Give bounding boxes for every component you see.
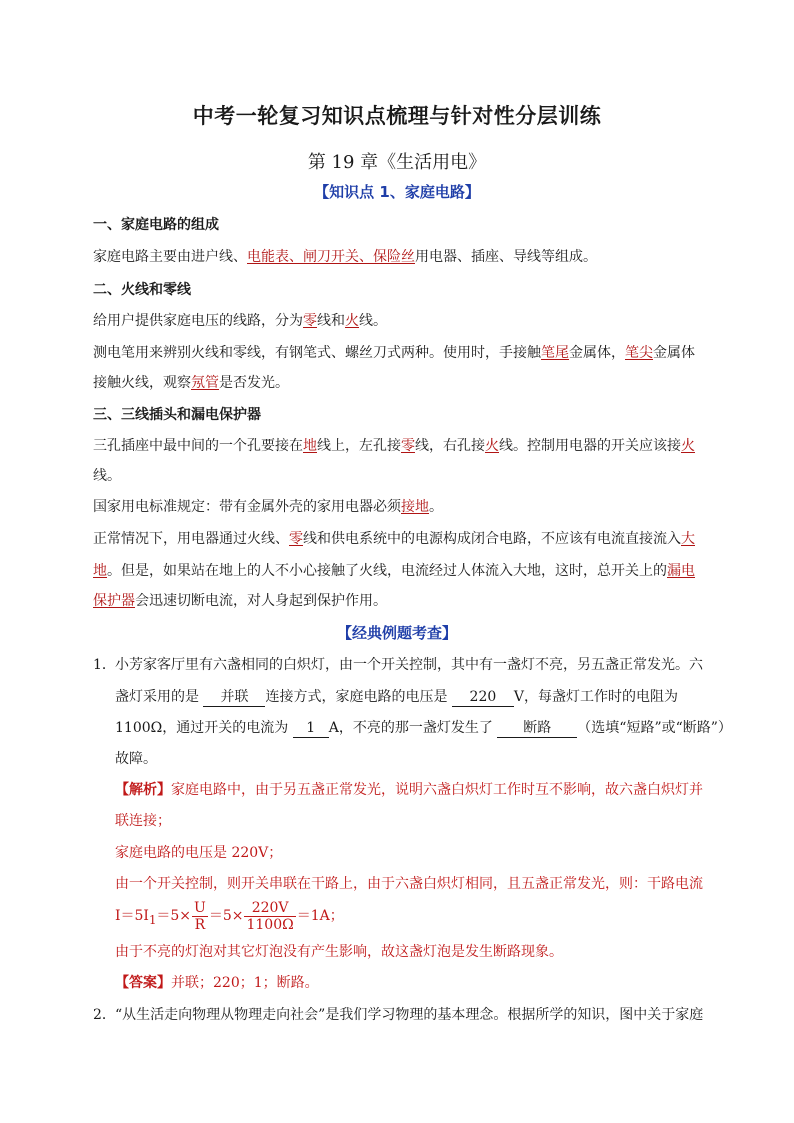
analysis-formula <box>115 898 344 938</box>
text-span: 是否发光。 <box>219 375 289 391</box>
section-3-paragraph-6 <box>93 591 387 611</box>
text-span: 测电笔用来辨别火线和零线，有钢笔式、螺丝刀式两种。使用时，手接触 <box>93 345 541 361</box>
analysis-line-1 <box>115 780 703 800</box>
section-2-paragraph-2 <box>93 343 695 363</box>
fraction <box>192 900 208 933</box>
analysis-line-2: 联连接； <box>115 813 171 829</box>
section-3-paragraph-1 <box>93 436 695 456</box>
text-span: 家庭电路主要由进户线、 <box>93 249 247 265</box>
answer-line <box>115 973 319 993</box>
text-span: 1 <box>148 912 157 927</box>
fill-blank: 并联 <box>203 689 265 707</box>
text-span: ＝1A； <box>296 908 344 924</box>
answer-underline: 保护器 <box>93 593 135 609</box>
text-span: 线上，左孔接 <box>317 438 401 454</box>
text-span: ＝5× <box>156 908 192 924</box>
fill-blank: 1 <box>293 720 329 738</box>
answer-underline: 火 <box>485 438 499 454</box>
text-span: （选填“短路”或“断路”） <box>577 720 732 736</box>
answer-underline: 零 <box>289 531 303 547</box>
fill-blank: 断路 <box>497 720 577 738</box>
fraction <box>244 900 295 933</box>
answer-underline: 火 <box>345 313 359 329</box>
text-span: 金属体 <box>653 345 695 361</box>
text-span: 正常情况下，用电器通过火线、 <box>93 531 289 547</box>
answer-underline: 接地 <box>401 499 429 515</box>
text-span: V，每盏灯工作时的电阻为 <box>513 689 679 705</box>
section-2-heading: 二、火线和零线 <box>93 282 191 298</box>
text-span: 线。 <box>359 313 387 329</box>
text-span: 线和 <box>317 313 345 329</box>
answer-underline: 地 <box>303 438 317 454</box>
analysis-line-3: 家庭电路的电压是 220V； <box>115 845 283 861</box>
text-span: 用电器、插座、导线等组成。 <box>415 249 597 265</box>
fill-blank: 220 <box>452 689 514 707</box>
section-1-heading: 一、家庭电路的组成 <box>93 217 219 233</box>
answer-underline: 大 <box>681 531 695 547</box>
answer-underline: 零 <box>303 313 317 329</box>
text-span: 线，右孔接 <box>415 438 485 454</box>
answer-underline: 电能表、闸刀开关、保险丝 <box>247 249 415 265</box>
section-1-paragraph <box>93 247 597 267</box>
text-span: 连接方式，家庭电路的电压是 <box>265 689 448 705</box>
section-3-paragraph-5 <box>93 561 695 581</box>
answer-underline: 零 <box>401 438 415 454</box>
text-span: 三孔插座中最中间的一个孔要接在 <box>93 438 303 454</box>
question-1-line-4: 故障。 <box>115 751 157 767</box>
answer-tag: 【答案】 <box>115 975 171 991</box>
question-2-line-1: “从生活走向物理从物理走向社会”是我们学习物理的基本理念。根据所学的知识，图中关于家庭 <box>115 1007 704 1023</box>
text-span: 会迅速切断电流，对人身起到保护作用。 <box>135 593 387 609</box>
text-span: A，不亮的那一盏灯发生了 <box>328 720 493 736</box>
section-3-paragraph-3 <box>93 497 443 517</box>
question-1-line-2 <box>115 687 678 707</box>
text-span: 金属体， <box>569 345 625 361</box>
text-span: U <box>194 899 206 916</box>
answer-underline: 氖管 <box>191 375 219 391</box>
text-span: 。但是，如果站在地上的人不小心接触了火线，电流经过人体流入大地，这时，总开关上的 <box>107 563 667 579</box>
knowledge-point-header: 【知识点 1、家庭电路】 <box>314 183 480 201</box>
section-3-heading: 三、三线插头和漏电保护器 <box>93 407 261 423</box>
text-span: ＝5× <box>208 908 244 924</box>
text-span: 接触火线，观察 <box>93 375 191 391</box>
text-span: 。 <box>429 499 443 515</box>
question-1-line-3 <box>115 718 732 738</box>
section-3-paragraph-2: 线。 <box>93 468 121 484</box>
text-span: I＝5I <box>115 908 149 924</box>
analysis-line-6: 由于不亮的灯泡对其它灯泡没有产生影响，故这盏灯泡是发生断路现象。 <box>115 944 563 960</box>
text-span: 家庭电路中，由于另五盏正常发光，说明六盏白炽灯工作时互不影响，故六盏白炽灯并 <box>171 782 703 798</box>
section-3-paragraph-4 <box>93 529 695 549</box>
question-1-number: 1． <box>93 657 116 673</box>
chapter-title: 第 19 章《生活用电》 <box>307 152 487 173</box>
section-2-paragraph-3 <box>93 373 289 393</box>
question-1-line-1: 小芳家客厅里有六盏相同的白炽灯，由一个开关控制，其中有一盏灯不亮，另五盏正常发光。六 <box>115 657 703 673</box>
answer-underline: 漏电 <box>667 563 695 579</box>
answer-underline: 笔尾 <box>541 345 569 361</box>
text-span: 220V <box>244 900 295 917</box>
answer-underline: 笔尖 <box>625 345 653 361</box>
analysis-tag: 【解析】 <box>115 782 171 798</box>
text-span: 1100Ω，通过开关的电流为 <box>115 720 289 736</box>
section-2-paragraph-1 <box>93 311 387 331</box>
answer-underline: 火 <box>681 438 695 454</box>
examples-header: 【经典例题考查】 <box>336 624 457 642</box>
text-span: 线。控制用电器的开关应该接 <box>499 438 681 454</box>
text-span: R <box>194 916 206 933</box>
analysis-line-4: 由一个开关控制，则开关串联在干路上，由于六盏白炽灯相同，且五盏正常发光，则：干路电流 <box>115 876 703 892</box>
text-span: 线和供电系统中的电源构成闭合电路，不应该有电流直接流入 <box>303 531 681 547</box>
answer-underline: 地 <box>93 563 107 579</box>
text-span: 并联；220；1；断路。 <box>171 975 319 991</box>
question-2-number: 2． <box>93 1007 116 1023</box>
text-span: 给用户提供家庭电压的线路，分为 <box>93 313 303 329</box>
page-title: 中考一轮复习知识点梳理与针对性分层训练 <box>192 104 602 128</box>
text-span: 国家用电标准规定：带有金属外壳的家用电器必须 <box>93 499 401 515</box>
text-span: 1100Ω <box>246 916 294 933</box>
text-span: 盏灯采用的是 <box>115 689 199 705</box>
